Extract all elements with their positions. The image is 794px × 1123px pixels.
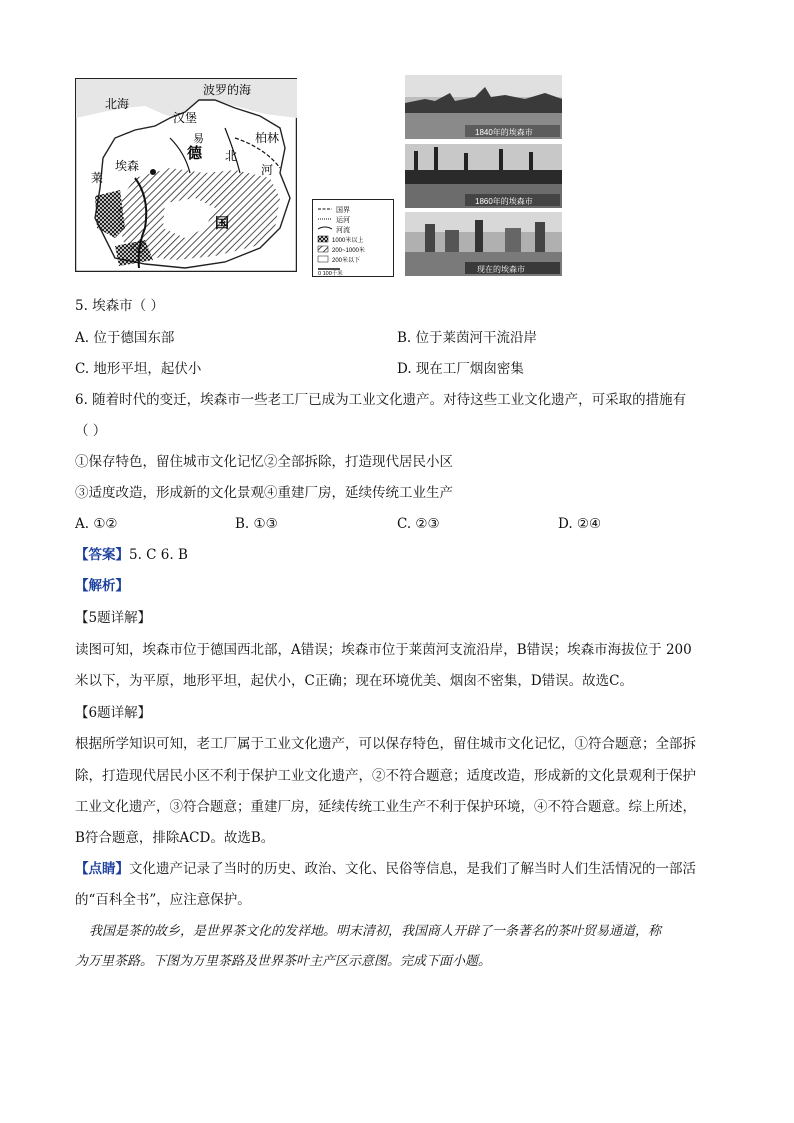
label-rhine: 莱 <box>91 171 104 185</box>
photo-caption-1: 1840年的埃森市 <box>475 128 533 137</box>
label-ems: 易 <box>193 133 204 145</box>
legend-h2: 200~1000米 <box>332 248 365 254</box>
d5-line2: 米以下，为平原，地形平坦，起伏小，C正确；现在环境优美、烟囱不密集，D错误。故选C。 <box>75 673 633 689</box>
q6-line2: ③适度改造，形成新的文化景观④重建厂房，延续传统工业生产 <box>75 485 453 501</box>
q5-option-d[interactable]: D. 现在工厂烟囱密集 <box>397 361 524 377</box>
photo-1840 <box>405 75 562 139</box>
q6-option-d[interactable]: D. ②④ <box>558 516 602 532</box>
q6-line1: ①保存特色，留住城市文化记忆②全部拆除，打造现代居民小区 <box>75 454 453 470</box>
label-river: 河 <box>261 163 274 177</box>
q6-option-c[interactable]: C. ②③ <box>397 516 440 532</box>
essen-photos <box>405 75 562 276</box>
map-svg <box>75 78 297 272</box>
intro-line1: 我国是茶的故乡，是世界茶文化的发祥地。明末清初，我国商人开辟了一条著名的茶叶贸易通道，称 <box>89 924 662 939</box>
label-de: 德 <box>187 145 203 162</box>
germany-map <box>75 78 297 272</box>
note-text1: 文化遗产记录了当时的历史、政治、文化、民俗等信息，是我们了解当时人们生活情况的一部活 <box>129 861 696 877</box>
d5-line1: 读图可知，埃森市位于德国西北部，A错误；埃森市位于莱茵河支流沿岸，B错误；埃森市海拔位于 200 <box>75 642 692 658</box>
q6-option-b[interactable]: B. ①③ <box>235 516 278 532</box>
label-essen: 埃森 <box>115 159 140 173</box>
answer-line <box>75 545 188 565</box>
q5-option-c[interactable]: C. 地形平坦，起伏小 <box>75 361 202 377</box>
legend-svg <box>312 199 394 277</box>
q5-option-a[interactable]: A. 位于德国东部 <box>75 330 175 346</box>
legend-canal: 运河 <box>336 217 350 224</box>
note-line2: 的“百科全书”，应注意保护。 <box>75 892 251 908</box>
answer-tag: 【答案】 <box>75 547 129 563</box>
legend-h1: 1000米以上 <box>332 238 364 244</box>
d5-tag: 【5题详解】 <box>75 610 152 626</box>
label-guo: 国 <box>215 215 229 231</box>
photo-1860 <box>405 144 562 208</box>
d6-line2: 除，打造现代居民小区不利于保护工业文化遗产，②不符合题意；适度改造，形成新的文化景观利于保护 <box>75 768 696 784</box>
q6-stem: 6. 随着时代的变迁，埃森市一些老工厂已成为工业文化遗产。对待这些工业文化遗产，可采取的措施有 <box>75 392 687 408</box>
label-hamburg: 汉堡 <box>173 111 198 125</box>
d6-tag: 【6题详解】 <box>75 705 152 721</box>
photo-caption-2: 1860年的埃森市 <box>475 197 533 206</box>
photos-svg <box>405 75 562 276</box>
legend-scale: 0 100千米 <box>318 271 343 277</box>
legend-river: 河流 <box>336 227 350 234</box>
map-legend <box>312 199 394 277</box>
legend-h3: 200米以下 <box>332 258 361 264</box>
q6-option-a[interactable]: A. ①② <box>75 516 118 532</box>
intro-line2: 为万里茶路。下图为万里茶路及世界茶叶主产区示意图。完成下面小题。 <box>75 954 492 969</box>
label-north: 北 <box>225 149 238 163</box>
answer-text: 5. C 6. B <box>129 547 188 563</box>
label-baltic: 波罗的海 <box>203 83 252 97</box>
note-line1 <box>75 859 696 879</box>
q5-option-b[interactable]: B. 位于莱茵河干流沿岸 <box>397 330 538 346</box>
label-berlin: 柏林 <box>255 131 280 145</box>
q5-stem: 5. 埃森市（ ） <box>75 298 164 314</box>
label-north-sea: 北海 <box>105 97 130 111</box>
analysis-tag: 【解析】 <box>75 578 129 594</box>
d6-line4: B符合题意，排除ACD。故选B。 <box>75 830 275 846</box>
d6-line1: 根据所学知识可知，老工厂属于工业文化遗产，可以保存特色，留住城市文化记忆，①符合题意；全部拆 <box>75 736 696 752</box>
note-tag: 【点睛】 <box>75 861 129 877</box>
photo-caption-3: 现在的埃森市 <box>477 265 525 274</box>
d6-line3: 工业文化遗产，③符合题意；重建厂房，延续传统工业生产不利于保护环境，④不符合题意。综上所述， <box>75 799 696 815</box>
photo-now <box>405 212 562 276</box>
q6-paren: （ ） <box>75 423 107 439</box>
legend-border: 国界 <box>336 207 350 214</box>
